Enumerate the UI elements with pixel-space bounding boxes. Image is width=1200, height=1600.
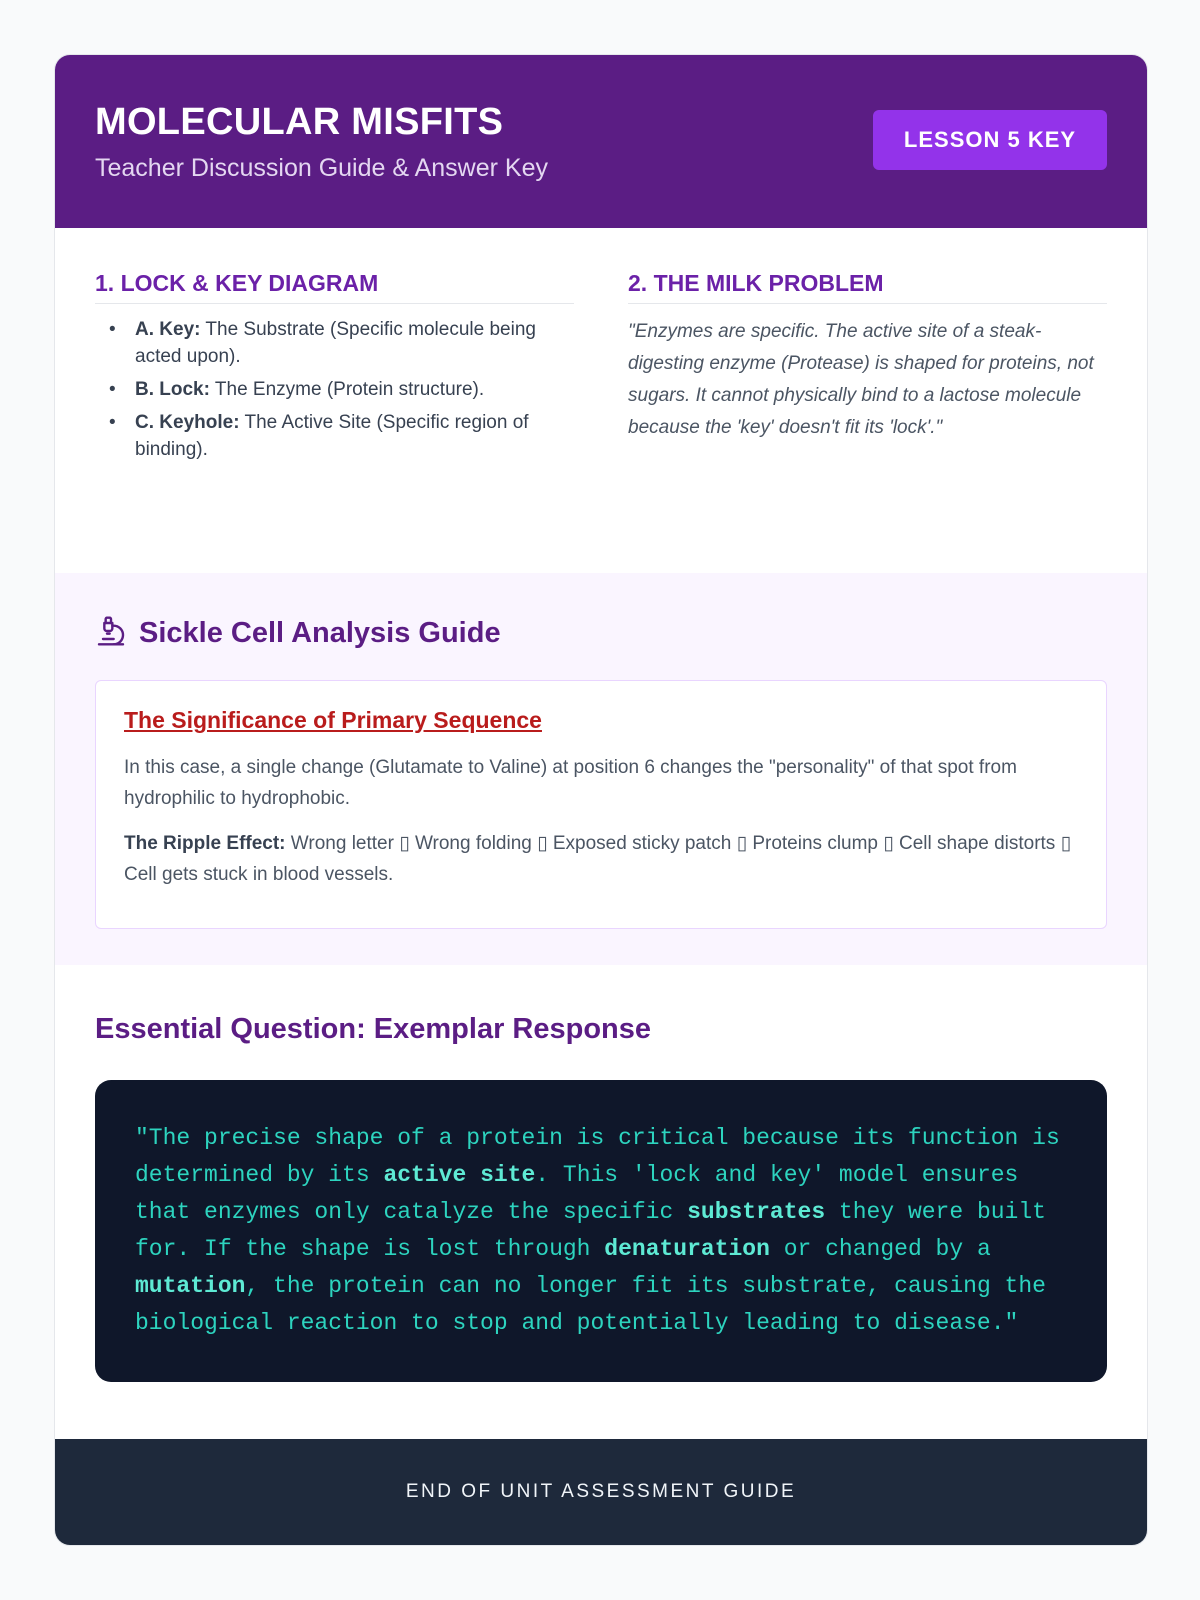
header-text (95, 101, 548, 183)
response-text: or changed by a (769, 1236, 991, 1262)
item-label: A. Key: (135, 319, 201, 340)
header (55, 55, 1147, 228)
list-item (109, 316, 574, 370)
list-item (109, 376, 574, 403)
milk-title: 2. THE MILK PROBLEM (628, 270, 1107, 304)
microscope-icon (95, 615, 127, 652)
list-item (109, 409, 574, 463)
sickle-title: Sickle Cell Analysis Guide (139, 617, 501, 649)
sequence-box (95, 680, 1107, 929)
sickle-heading (95, 615, 1107, 652)
page-title: MOLECULAR MISFITS (95, 100, 504, 143)
ripple-label: The Ripple Effect: (124, 833, 286, 854)
item-text: The Active Site (Specific region of binding). (135, 412, 529, 460)
lock-key-section (95, 270, 574, 573)
milk-quote: "Enzymes are specific. The active site of a steak-digesting enzyme (Protease) is shaped for proteins, not sugars. It cannot physically bind to a lactose molecule because the 'key' doesn't fit its 'lock'." (628, 321, 1094, 438)
footer: END OF UNIT ASSESSMENT GUIDE (55, 1439, 1147, 1545)
milk-section (628, 270, 1107, 573)
lock-key-title: 1. LOCK & KEY DIAGRAM (95, 270, 574, 304)
top-sections (55, 228, 1147, 573)
essential-question-section (55, 965, 1147, 1455)
exemplar-response (95, 1080, 1107, 1382)
essential-title: Essential Question: Exemplar Response (95, 1013, 652, 1045)
response-text: . This 'lock and key' model ensures that enzymes only catalyze the specific (135, 1162, 1019, 1225)
response-keyword: mutation (135, 1273, 246, 1299)
item-label: C. Keyhole: (135, 412, 240, 433)
item-text: The Substrate (Specific molecule being acted upon). (135, 319, 536, 367)
response-text: "The precise shape of a protein is critical because its function is determined by its (135, 1125, 1060, 1188)
page-subtitle: Teacher Discussion Guide & Answer Key (95, 153, 548, 182)
response-text: they were built for. If the shape is lost through (135, 1199, 1046, 1262)
lesson-badge: LESSON 5 KEY (873, 110, 1107, 170)
response-keyword: denaturation (604, 1236, 770, 1262)
response-keyword: active site (383, 1162, 536, 1188)
sickle-cell-section (55, 573, 1147, 965)
sequence-title: The Significance of Primary Sequence (124, 707, 542, 733)
item-label: B. Lock: (135, 379, 210, 400)
ripple-effect (124, 828, 1078, 890)
sequence-paragraph: In this case, a single change (Glutamate to Valine) at position 6 changes the "personality" of that spot from hydrophilic to hydrophobic. (124, 757, 1017, 809)
guide-card (54, 54, 1148, 1546)
lock-key-list (95, 316, 574, 463)
response-keyword: substrates (687, 1199, 826, 1225)
item-text: The Enzyme (Protein structure). (214, 379, 485, 400)
ripple-text: Wrong letter ▯ Wrong folding ▯ Exposed sticky patch ▯ Proteins clump ▯ Cell shape distorts ▯ Cell gets stuck in blood vessels. (124, 833, 1072, 885)
response-text: , the protein can no longer fit its substrate, causing the biological reaction to stop and potentially leading to disease." (135, 1273, 1046, 1336)
